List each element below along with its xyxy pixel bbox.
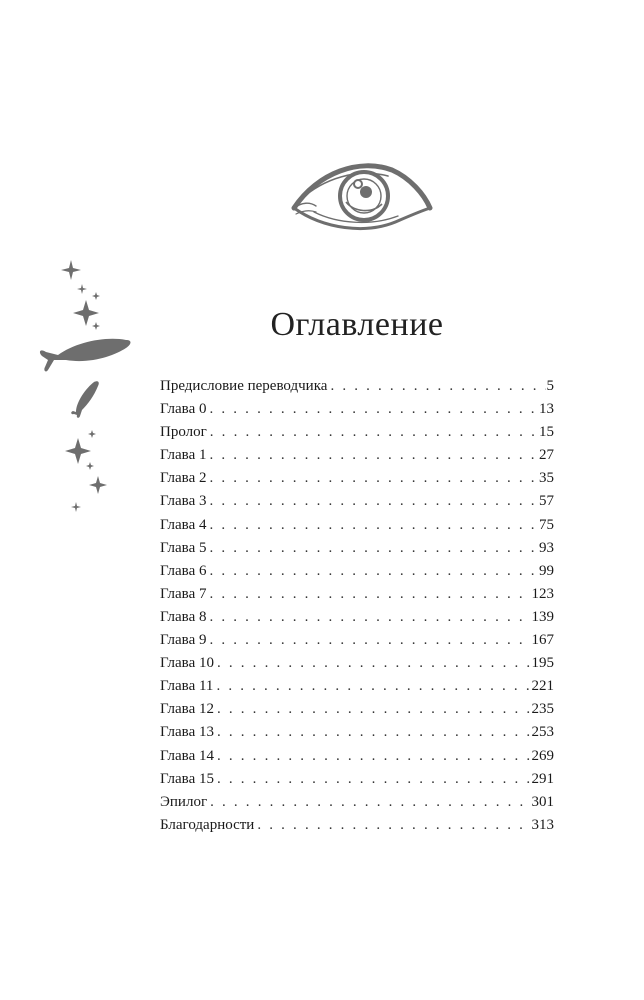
- toc-entry-page: 253: [531, 724, 554, 741]
- toc-leader-dots: [217, 724, 531, 741]
- toc-entry-page: 195: [531, 655, 554, 672]
- star-icon: [65, 438, 91, 464]
- toc-entry: [160, 678, 554, 701]
- star-icon: [77, 284, 87, 294]
- toc-entry-page: 99: [539, 562, 554, 579]
- toc-leader-dots: [330, 378, 545, 395]
- toc-entry: [160, 817, 554, 840]
- toc-leader-dots: [209, 609, 530, 626]
- table-of-contents: [160, 378, 554, 840]
- toc-entry: [160, 794, 554, 817]
- toc-entry-label: Глава 11: [160, 678, 214, 695]
- toc-leader-dots: [210, 794, 530, 811]
- toc-entry-label: Глава 4: [160, 516, 207, 533]
- toc-leader-dots: [217, 748, 531, 765]
- toc-entry-label: Пролог: [160, 424, 207, 441]
- toc-leader-dots: [209, 540, 538, 557]
- toc-entry-label: Глава 13: [160, 724, 214, 741]
- star-icon: [89, 476, 107, 494]
- toc-entry: [160, 540, 554, 563]
- toc-leader-dots: [209, 517, 538, 534]
- toc-entry-page: 27: [539, 447, 554, 464]
- toc-entry-page: 235: [531, 701, 554, 718]
- toc-entry: [160, 563, 554, 586]
- toc-entry: [160, 724, 554, 747]
- toc-leader-dots: [257, 817, 530, 834]
- toc-entry: [160, 424, 554, 447]
- toc-leader-dots: [209, 586, 530, 603]
- toc-entry-label: Глава 15: [160, 770, 214, 787]
- toc-entry: [160, 701, 554, 724]
- toc-entry: [160, 586, 554, 609]
- toc-entry-label: Глава 2: [160, 470, 207, 487]
- toc-entry-page: 35: [539, 470, 554, 487]
- toc-leader-dots: [217, 771, 531, 788]
- toc-entry: [160, 470, 554, 493]
- toc-leader-dots: [216, 678, 530, 695]
- toc-entry-page: 75: [539, 516, 554, 533]
- toc-entry-label: Благодарности: [160, 816, 255, 833]
- toc-entry-label: Эпилог: [160, 793, 208, 810]
- toc-entry-label: Глава 10: [160, 655, 214, 672]
- toc-entry-page: 123: [531, 585, 554, 602]
- star-icon: [71, 502, 81, 512]
- toc-leader-dots: [209, 493, 538, 510]
- side-decoration: [36, 252, 146, 522]
- toc-entry-label: Глава 6: [160, 562, 207, 579]
- star-icon: [88, 430, 96, 438]
- toc-entry-label: Глава 12: [160, 701, 214, 718]
- toc-entry-page: 93: [539, 539, 554, 556]
- toc-leader-dots: [209, 401, 538, 418]
- toc-entry-page: 13: [539, 401, 554, 418]
- toc-entry-label: Предисловие переводчика: [160, 378, 328, 394]
- toc-leader-dots: [209, 632, 530, 649]
- toc-entry-label: Глава 3: [160, 493, 207, 510]
- toc-entry-label: Глава 9: [160, 632, 207, 649]
- toc-entry: [160, 609, 554, 632]
- toc-leader-dots: [217, 701, 531, 718]
- toc-entry-label: Глава 7: [160, 585, 207, 602]
- toc-entry: [160, 632, 554, 655]
- toc-entry: [160, 493, 554, 516]
- toc-entry-page: 57: [539, 493, 554, 510]
- toc-entry: [160, 771, 554, 794]
- toc-entry-label: Глава 5: [160, 539, 207, 556]
- toc-entry: [160, 447, 554, 470]
- toc-entry-page: 5: [546, 378, 554, 394]
- toc-entry-label: Глава 8: [160, 608, 207, 625]
- toc-entry-page: 269: [531, 747, 554, 764]
- star-icon: [86, 462, 94, 470]
- toc-entry-page: 139: [531, 608, 554, 625]
- fish-icon: [71, 381, 99, 418]
- toc-leader-dots: [209, 470, 538, 487]
- toc-entry-page: 301: [531, 793, 554, 810]
- toc-entry-page: 291: [531, 770, 554, 787]
- toc-entry-label: Глава 0: [160, 401, 207, 418]
- toc-entry-label: Глава 14: [160, 747, 214, 764]
- toc-leader-dots: [210, 424, 538, 441]
- toc-entry: [160, 517, 554, 540]
- toc-entry: [160, 378, 554, 401]
- toc-entry-page: 167: [531, 632, 554, 649]
- toc-leader-dots: [209, 447, 538, 464]
- toc-entry: [160, 655, 554, 678]
- page-title: Оглавление: [270, 306, 444, 343]
- toc-entry-page: 15: [539, 424, 554, 441]
- toc-entry-page: 313: [531, 816, 554, 833]
- star-icon: [61, 260, 81, 280]
- toc-entry-label: Глава 1: [160, 447, 207, 464]
- toc-leader-dots: [217, 655, 531, 672]
- toc-leader-dots: [209, 563, 538, 580]
- star-icon: [92, 292, 100, 300]
- toc-entry-page: 221: [531, 678, 554, 695]
- toc-entry: [160, 401, 554, 424]
- toc-entry: [160, 748, 554, 771]
- eye-icon: [288, 156, 436, 236]
